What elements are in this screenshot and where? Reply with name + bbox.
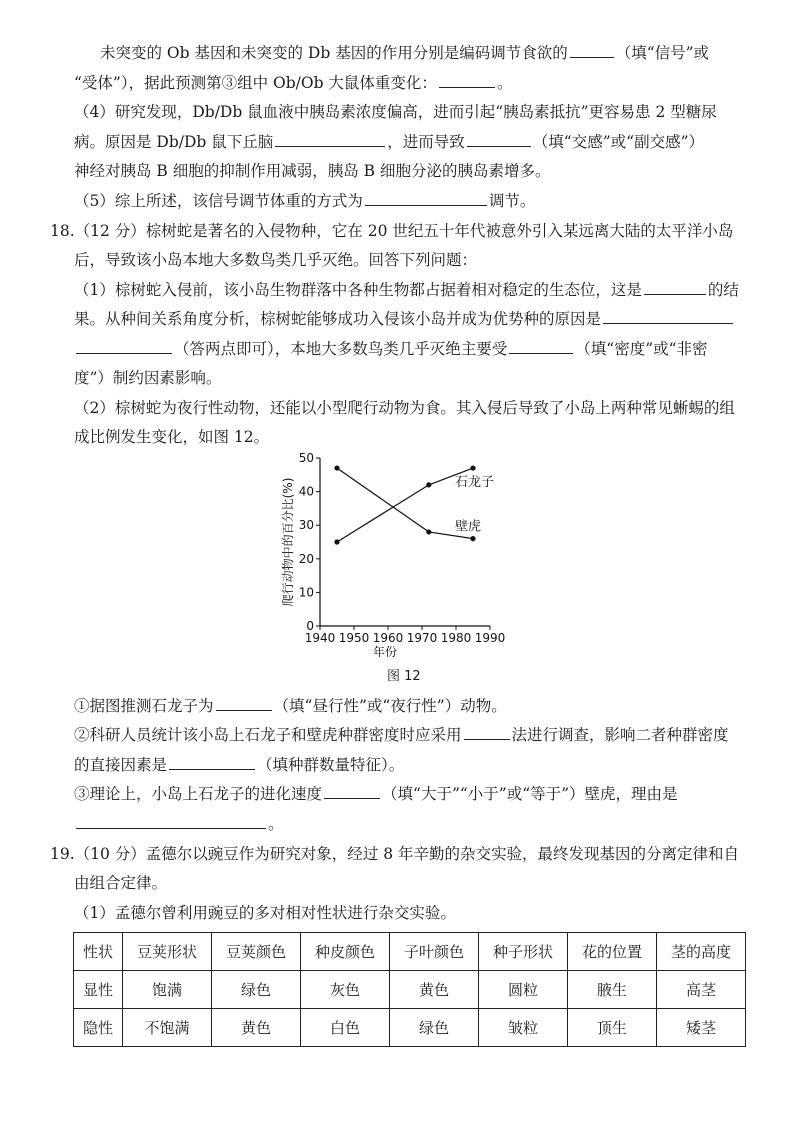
x-tick-label: 1940 xyxy=(304,631,336,645)
table-cell: 高茎 xyxy=(657,971,746,1009)
lizard-percentage-chart xyxy=(270,448,530,658)
series-line-bihu xyxy=(337,468,473,539)
text-line: 19.（10 分）孟德尔以豌豆作为研究对象，经过 8 年辛勤的杂交实验，最终发现基因的分离定律和自 xyxy=(50,845,740,863)
data-point xyxy=(470,536,475,541)
table-cell: 绿色 xyxy=(390,1009,479,1047)
y-tick-label: 0 xyxy=(306,619,314,633)
table-cell: 不饱满 xyxy=(123,1009,212,1047)
table-cell: 黄色 xyxy=(212,1009,301,1047)
answer-blank[interactable] xyxy=(275,131,385,147)
table-row xyxy=(74,1009,746,1047)
table-cell: 圆粒 xyxy=(479,971,568,1009)
y-tick-label: 10 xyxy=(298,585,314,600)
answer-blank[interactable] xyxy=(464,724,510,740)
table-cell: 花的位置 xyxy=(568,933,657,971)
table-cell: 种皮颜色 xyxy=(301,933,390,971)
table-cell: 顶生 xyxy=(568,1009,657,1047)
text-line: 度”）制约因素影响。 xyxy=(74,369,222,387)
table-cell: 矮茎 xyxy=(657,1009,746,1047)
text-line: （5）综上所述，该信号调节体重的方式为 调节。 xyxy=(74,192,536,210)
text-line: （答两点即可），本地大多数鸟类几乎灭绝主要受 （填“密度”或“非密 xyxy=(74,338,708,360)
data-point xyxy=(334,539,339,544)
table-cell: 子叶颜色 xyxy=(390,933,479,971)
table-cell: 隐性 xyxy=(74,1009,123,1047)
x-tick-label: 1990 xyxy=(474,631,506,645)
answer-blank[interactable] xyxy=(76,813,266,829)
table-cell: 皱粒 xyxy=(479,1009,568,1047)
data-point xyxy=(426,482,431,487)
answer-blank[interactable] xyxy=(644,279,706,295)
series-line-shilongzi xyxy=(337,468,473,542)
text-line: 18.（12 分）棕树蛇是著名的入侵物种，它在 20 世纪五十年代被意外引入某远离大陆的太平洋小岛 xyxy=(50,222,734,240)
table-cell: 黄色 xyxy=(390,971,479,1009)
x-tick-label: 1970 xyxy=(406,631,438,645)
table-cell: 茎的高度 xyxy=(657,933,746,971)
answer-blank[interactable] xyxy=(603,308,733,324)
table-cell: 白色 xyxy=(301,1009,390,1047)
text-line: （4）研究发现，Db/Db 鼠血液中胰岛素浓度偏高，进而引起“胰岛素抵抗”更容易患 2 型糖尿 xyxy=(74,103,717,121)
series-label: 石龙子 xyxy=(455,475,495,491)
table-cell: 腋生 xyxy=(568,971,657,1009)
text-line: （2）棕树蛇为夜行性动物，还能以小型爬行动物为食。其入侵后导致了小岛上两种常见蜥蜴的组 xyxy=(74,399,735,417)
text-line: “受体”），据此预测第③组中 Ob/Ob 大鼠体重变化： 。 xyxy=(74,74,513,92)
data-point xyxy=(470,465,475,470)
text-line: （1）棕树蛇入侵前，该小岛生物群落中各种生物都占据着相对稳定的生态位，这是 的结 xyxy=(74,281,739,299)
answer-blank[interactable] xyxy=(509,338,573,354)
text-line: 果。从种间关系角度分析，棕树蛇能够成功入侵该小岛并成为优势种的原因是 xyxy=(74,308,735,330)
pea-traits-table xyxy=(73,932,746,1047)
answer-blank[interactable] xyxy=(570,42,614,58)
text-line: 未突变的 Ob 基因和未突变的 Db 基因的作用分别是编码调节食欲的 （填“信号”或 xyxy=(100,44,710,62)
text-line: ③理论上，小岛上石龙子的进化速度 （填“大于”“小于”或“等于”）壁虎，理由是 xyxy=(74,785,678,803)
x-tick-label: 1960 xyxy=(372,631,404,645)
table-cell: 灰色 xyxy=(301,971,390,1009)
text-line: ①据图推测石龙子为 （填“昼行性”或“夜行性”）动物。 xyxy=(74,697,507,715)
table-cell: 显性 xyxy=(74,971,123,1009)
text-line: 。 xyxy=(74,813,284,835)
table-header-row xyxy=(74,933,746,971)
table-cell: 豆荚形状 xyxy=(123,933,212,971)
x-tick-label: 1980 xyxy=(440,631,472,645)
table-cell: 性状 xyxy=(74,933,123,971)
text-line: 病。原因是 Db/Db 鼠下丘脑 ，进而导致 （填“交感”或“副交感”） xyxy=(74,133,704,151)
text-line: （1）孟德尔曾利用豌豆的多对相对性状进行杂交实验。 xyxy=(74,904,456,922)
table-row xyxy=(74,971,746,1009)
answer-blank[interactable] xyxy=(439,72,495,88)
text-line: 由组合定律。 xyxy=(74,874,168,892)
y-tick-label: 30 xyxy=(298,518,314,533)
data-point xyxy=(334,465,339,470)
answer-blank[interactable] xyxy=(76,338,172,354)
text-line: 的直接因素是 （填种群数量特征）。 xyxy=(74,756,405,774)
answer-blank[interactable] xyxy=(324,783,380,799)
answer-blank[interactable] xyxy=(365,190,487,206)
text-line: ②科研人员统计该小岛上石龙子和壁虎种群密度时应采用 法进行调查，影响二者种群密度 xyxy=(74,726,729,744)
table-cell: 种子形状 xyxy=(479,933,568,971)
answer-blank[interactable] xyxy=(216,695,272,711)
x-tick-label: 1950 xyxy=(338,631,370,645)
y-tick-label: 40 xyxy=(298,484,314,499)
answer-blank[interactable] xyxy=(169,754,255,770)
table-cell: 绿色 xyxy=(212,971,301,1009)
text-line: 成比例发生变化，如图 12。 xyxy=(74,428,270,446)
figure-caption: 图 12 xyxy=(387,669,421,684)
data-point xyxy=(426,529,431,534)
text-line: 神经对胰岛 B 细胞的抑制作用减弱，胰岛 B 细胞分泌的胰岛素增多。 xyxy=(74,162,551,180)
y-tick-label: 50 xyxy=(298,451,314,465)
table-cell: 饱满 xyxy=(123,971,212,1009)
table-cell: 豆荚颜色 xyxy=(212,933,301,971)
series-label: 壁虎 xyxy=(455,519,482,535)
answer-blank[interactable] xyxy=(467,131,531,147)
y-tick-label: 20 xyxy=(298,551,314,566)
y-axis-label: 爬行动物中的百分比(%) xyxy=(281,477,295,607)
text-line: 后，导致该小岛本地大多数鸟类几乎灭绝。回答下列问题： xyxy=(74,251,478,269)
x-axis-label: 年份 xyxy=(372,645,398,658)
